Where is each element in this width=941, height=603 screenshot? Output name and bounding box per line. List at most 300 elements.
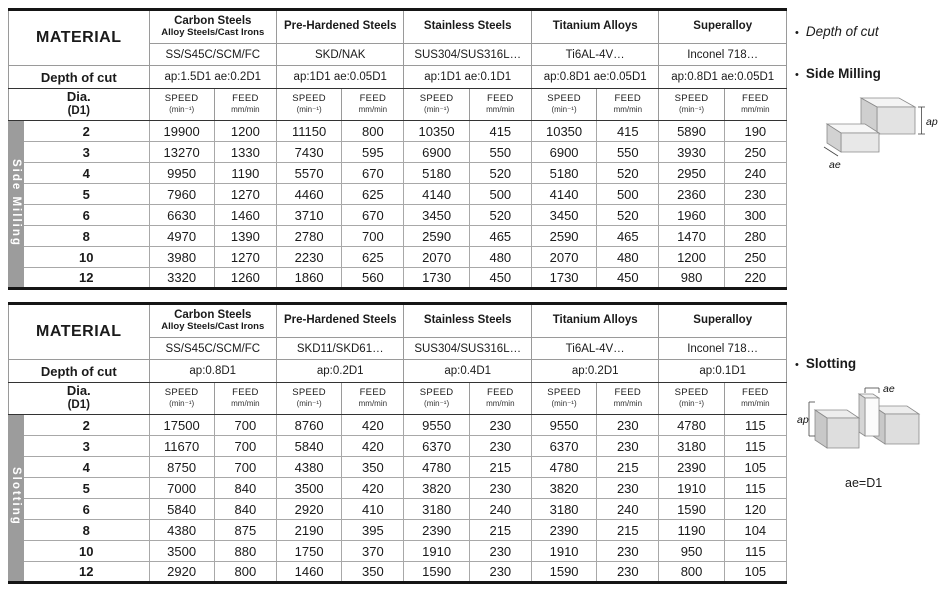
feed-value: 560 <box>342 268 404 289</box>
feed-value: 1270 <box>214 247 276 268</box>
legend-depth-of-cut <box>795 24 879 39</box>
speed-value: 3820 <box>531 478 596 499</box>
feed-label: FEED <box>359 387 387 399</box>
speed-value: 19900 <box>149 121 214 142</box>
feed-unit: mm/min <box>486 104 515 114</box>
feed-unit: mm/min <box>613 398 643 408</box>
dia-value: 8 <box>24 226 149 247</box>
group-name: Carbon Steels <box>174 14 252 27</box>
feed-value: 840 <box>214 478 276 499</box>
slotting-table <box>8 302 787 584</box>
speed-value: 5840 <box>149 499 214 520</box>
feed-value: 105 <box>724 562 786 583</box>
feed-header-1 <box>342 89 404 121</box>
group-name: Pre-Hardened Steels <box>283 20 397 33</box>
speed-value: 1470 <box>659 226 724 247</box>
speed-header-1 <box>277 383 342 415</box>
feed-value: 520 <box>469 163 531 184</box>
feed-value: 215 <box>469 457 531 478</box>
group-name-line2: Alloy Steels/Cast Irons <box>161 321 265 333</box>
depth-of-cut-row <box>9 66 787 89</box>
feed-value: 880 <box>214 541 276 562</box>
ap-dimension-label: ap <box>926 116 938 128</box>
data-row <box>9 499 787 520</box>
legend-side-milling-label: Side Milling <box>805 66 881 81</box>
group-name: Carbon Steels <box>174 308 252 321</box>
feed-unit: mm/min <box>358 104 388 114</box>
speed-value: 9950 <box>149 163 214 184</box>
speed-value: 7960 <box>149 184 214 205</box>
speed-value: 2390 <box>404 520 469 541</box>
section-label: Slotting <box>10 467 23 526</box>
speed-value: 3180 <box>404 499 469 520</box>
feed-value: 670 <box>342 205 404 226</box>
dia-label: Dia. <box>66 383 91 399</box>
feed-value: 190 <box>724 121 786 142</box>
feed-value: 230 <box>597 436 659 457</box>
speed-unit: (min⁻¹) <box>296 104 322 114</box>
speed-value: 1730 <box>404 268 469 289</box>
feed-unit: mm/min <box>358 398 388 408</box>
speed-header-2 <box>404 89 469 121</box>
column-header-row <box>9 89 787 121</box>
data-row <box>9 478 787 499</box>
speed-value: 800 <box>659 562 724 583</box>
speed-label: SPEED <box>419 93 454 105</box>
feed-value: 800 <box>342 121 404 142</box>
feed-value: 230 <box>597 541 659 562</box>
speed-value: 3450 <box>404 205 469 226</box>
depth-value-2: ap:0.4D1 <box>404 360 531 383</box>
speed-value: 3180 <box>531 499 596 520</box>
feed-value: 240 <box>724 163 786 184</box>
speed-value: 11150 <box>277 121 342 142</box>
speed-unit: (min⁻¹) <box>296 398 322 408</box>
feed-label: FEED <box>232 93 259 105</box>
data-row <box>9 457 787 478</box>
feed-value: 230 <box>469 415 531 436</box>
tables-area <box>8 8 787 584</box>
feed-header-3 <box>597 89 659 121</box>
speed-label: SPEED <box>674 387 709 399</box>
speed-value: 1590 <box>531 562 596 583</box>
feed-value: 115 <box>724 478 786 499</box>
feed-value: 1200 <box>214 121 276 142</box>
speed-header-0 <box>149 89 214 121</box>
speed-value: 950 <box>659 541 724 562</box>
feed-value: 220 <box>724 268 786 289</box>
speed-value: 1910 <box>659 478 724 499</box>
feed-unit: mm/min <box>741 104 770 114</box>
speed-header-4 <box>659 383 724 415</box>
speed-value: 3450 <box>531 205 596 226</box>
feed-unit: mm/min <box>231 104 260 114</box>
feed-value: 1460 <box>214 205 276 226</box>
speed-value: 2590 <box>531 226 596 247</box>
speed-value: 8750 <box>149 457 214 478</box>
data-row <box>9 541 787 562</box>
feed-value: 700 <box>214 415 276 436</box>
feed-value: 420 <box>342 436 404 457</box>
material-group-2 <box>404 304 531 338</box>
speed-value: 4780 <box>531 457 596 478</box>
speed-value: 6900 <box>404 142 469 163</box>
speed-value: 1910 <box>404 541 469 562</box>
feed-value: 415 <box>597 121 659 142</box>
speed-value: 3980 <box>149 247 214 268</box>
side-milling-table <box>8 8 787 290</box>
feed-unit: mm/min <box>486 398 515 408</box>
dia-value: 5 <box>24 478 149 499</box>
data-row <box>9 226 787 247</box>
speed-value: 2070 <box>531 247 596 268</box>
material-header: MATERIAL <box>9 304 150 360</box>
speed-value: 2920 <box>277 499 342 520</box>
feed-value: 465 <box>469 226 531 247</box>
data-row <box>9 268 787 289</box>
speed-label: SPEED <box>547 387 581 399</box>
speed-value: 3500 <box>149 541 214 562</box>
material-group-1 <box>277 304 404 338</box>
material-group-row <box>9 304 787 338</box>
feed-header-1 <box>342 383 404 415</box>
speed-value: 6370 <box>531 436 596 457</box>
material-group-0 <box>149 304 276 338</box>
feed-value: 230 <box>469 562 531 583</box>
group-name: Superalloy <box>693 20 753 33</box>
speed-label: SPEED <box>674 93 709 105</box>
feed-value: 840 <box>214 499 276 520</box>
speed-value: 2590 <box>404 226 469 247</box>
speed-value: 1960 <box>659 205 724 226</box>
data-row <box>9 121 787 142</box>
legend-panel <box>793 8 941 598</box>
feed-unit: mm/min <box>741 398 770 408</box>
group-name: Pre-Hardened Steels <box>283 314 397 327</box>
depth-value-4: ap:0.1D1 <box>659 360 787 383</box>
material-group-3 <box>531 10 658 44</box>
speed-value: 7000 <box>149 478 214 499</box>
feed-header-2 <box>469 89 531 121</box>
table-body <box>9 415 787 583</box>
speed-value: 10350 <box>404 121 469 142</box>
material-group-0 <box>149 10 276 44</box>
speed-value: 1860 <box>277 268 342 289</box>
grade-2: SUS304/SUS316L… <box>404 338 531 360</box>
legend-slotting <box>795 356 856 371</box>
feed-value: 395 <box>342 520 404 541</box>
speed-value: 5890 <box>659 121 724 142</box>
feed-value: 1190 <box>214 163 276 184</box>
feed-value: 410 <box>342 499 404 520</box>
bullet-icon: • <box>795 27 799 39</box>
feed-header-0 <box>214 383 276 415</box>
speed-value: 3710 <box>277 205 342 226</box>
feed-value: 550 <box>469 142 531 163</box>
speed-header-0 <box>149 383 214 415</box>
feed-value: 230 <box>469 436 531 457</box>
feed-value: 280 <box>724 226 786 247</box>
speed-unit: (min⁻¹) <box>424 398 450 408</box>
section-label-bar <box>9 121 24 289</box>
feed-value: 1390 <box>214 226 276 247</box>
feed-value: 415 <box>469 121 531 142</box>
speed-value: 9550 <box>404 415 469 436</box>
speed-value: 3820 <box>404 478 469 499</box>
group-name-line2: Alloy Steels/Cast Irons <box>161 27 265 39</box>
dia-value: 12 <box>24 268 149 289</box>
speed-label: SPEED <box>292 387 326 399</box>
feed-value: 240 <box>597 499 659 520</box>
feed-value: 104 <box>724 520 786 541</box>
ae-dimension-label: ae <box>883 383 895 395</box>
speed-label: SPEED <box>547 93 581 105</box>
data-row <box>9 205 787 226</box>
feed-value: 105 <box>724 457 786 478</box>
grade-4: Inconel 718… <box>659 44 787 66</box>
feed-value: 700 <box>214 457 276 478</box>
data-row <box>9 520 787 541</box>
feed-label: FEED <box>742 93 769 105</box>
speed-value: 1460 <box>277 562 342 583</box>
dia-value: 3 <box>24 436 149 457</box>
dia-value: 4 <box>24 457 149 478</box>
grade-0: SS/S45C/SCM/FC <box>149 44 276 66</box>
feed-value: 230 <box>724 184 786 205</box>
speed-value: 3320 <box>149 268 214 289</box>
legend-side-milling <box>795 66 881 81</box>
data-row <box>9 247 787 268</box>
speed-value: 2190 <box>277 520 342 541</box>
speed-value: 5570 <box>277 163 342 184</box>
grade-1: SKD11/SKD61… <box>277 338 404 360</box>
feed-value: 230 <box>469 478 531 499</box>
feed-unit: mm/min <box>613 104 643 114</box>
speed-value: 2950 <box>659 163 724 184</box>
ae-equals-d1-note: ae=D1 <box>845 476 883 490</box>
feed-value: 700 <box>214 436 276 457</box>
speed-value: 6630 <box>149 205 214 226</box>
speed-value: 3500 <box>277 478 342 499</box>
legend-depth-of-cut-label: Depth of cut <box>805 24 879 39</box>
speed-value: 3180 <box>659 436 724 457</box>
feed-value: 700 <box>342 226 404 247</box>
dia-value: 6 <box>24 205 149 226</box>
depth-of-cut-row <box>9 360 787 383</box>
feed-value: 450 <box>469 268 531 289</box>
speed-value: 2070 <box>404 247 469 268</box>
feed-value: 480 <box>597 247 659 268</box>
grade-3: Ti6AL-4V… <box>531 44 658 66</box>
data-row <box>9 415 787 436</box>
depth-value-0: ap:1.5D1 ae:0.2D1 <box>149 66 276 89</box>
table-head <box>9 304 787 415</box>
dia-label: Dia. <box>66 89 91 105</box>
group-name: Superalloy <box>693 314 753 327</box>
speed-value: 1730 <box>531 268 596 289</box>
speed-label: SPEED <box>292 93 326 105</box>
feed-value: 625 <box>342 247 404 268</box>
feed-value: 115 <box>724 436 786 457</box>
depth-value-3: ap:0.2D1 <box>531 360 658 383</box>
feed-value: 300 <box>724 205 786 226</box>
depth-value-0: ap:0.8D1 <box>149 360 276 383</box>
dia-header <box>9 383 150 415</box>
depth-value-1: ap:1D1 ae:0.05D1 <box>277 66 404 89</box>
speed-header-4 <box>659 89 724 121</box>
feed-value: 120 <box>724 499 786 520</box>
group-name: Titanium Alloys <box>552 314 638 327</box>
speed-value: 2920 <box>149 562 214 583</box>
feed-value: 670 <box>342 163 404 184</box>
speed-value: 2390 <box>531 520 596 541</box>
speed-value: 1590 <box>659 499 724 520</box>
speed-header-3 <box>531 383 596 415</box>
speed-label: SPEED <box>164 387 199 399</box>
feed-value: 215 <box>469 520 531 541</box>
dia-value: 6 <box>24 499 149 520</box>
speed-value: 5180 <box>531 163 596 184</box>
dia-unit: (D1) <box>67 105 90 118</box>
dia-unit: (D1) <box>67 399 90 412</box>
speed-value: 4140 <box>404 184 469 205</box>
feed-value: 420 <box>342 415 404 436</box>
feed-label: FEED <box>359 93 387 105</box>
speed-unit: (min⁻¹) <box>678 104 705 114</box>
feed-value: 520 <box>469 205 531 226</box>
speed-value: 1200 <box>659 247 724 268</box>
depth-value-1: ap:0.2D1 <box>277 360 404 383</box>
material-group-4 <box>659 10 787 44</box>
depth-of-cut-label: Depth of cut <box>9 66 150 89</box>
speed-value: 4970 <box>149 226 214 247</box>
feed-value: 1270 <box>214 184 276 205</box>
data-row <box>9 436 787 457</box>
speed-value: 2230 <box>277 247 342 268</box>
speed-value: 2780 <box>277 226 342 247</box>
dia-value: 10 <box>24 247 149 268</box>
ae-dimension-label: ae <box>829 159 841 171</box>
feed-header-4 <box>724 383 786 415</box>
feed-value: 230 <box>597 562 659 583</box>
feed-header-4 <box>724 89 786 121</box>
speed-unit: (min⁻¹) <box>678 398 705 408</box>
feed-value: 450 <box>597 268 659 289</box>
speed-value: 2390 <box>659 457 724 478</box>
feed-value: 215 <box>597 520 659 541</box>
feed-value: 230 <box>597 415 659 436</box>
feed-value: 215 <box>597 457 659 478</box>
dia-value: 2 <box>24 121 149 142</box>
section-label-bar <box>9 415 24 583</box>
feed-value: 230 <box>597 478 659 499</box>
speed-header-1 <box>277 89 342 121</box>
speed-value: 6900 <box>531 142 596 163</box>
feed-value: 250 <box>724 142 786 163</box>
material-group-1 <box>277 10 404 44</box>
grade-2: SUS304/SUS316L… <box>404 44 531 66</box>
data-row <box>9 562 787 583</box>
feed-label: FEED <box>742 387 769 399</box>
dia-value: 5 <box>24 184 149 205</box>
speed-value: 3930 <box>659 142 724 163</box>
feed-value: 1260 <box>214 268 276 289</box>
speed-value: 4780 <box>659 415 724 436</box>
feed-value: 480 <box>469 247 531 268</box>
speed-unit: (min⁻¹) <box>169 398 195 408</box>
group-name: Stainless Steels <box>423 314 512 327</box>
speed-value: 4380 <box>149 520 214 541</box>
speed-value: 5180 <box>404 163 469 184</box>
depth-of-cut-label: Depth of cut <box>9 360 150 383</box>
feed-value: 350 <box>342 562 404 583</box>
speed-value: 11670 <box>149 436 214 457</box>
feed-value: 115 <box>724 415 786 436</box>
depth-value-3: ap:0.8D1 ae:0.05D1 <box>531 66 658 89</box>
feed-value: 350 <box>342 457 404 478</box>
feed-value: 625 <box>342 184 404 205</box>
speed-value: 1910 <box>531 541 596 562</box>
speed-unit: (min⁻¹) <box>551 104 577 114</box>
speed-value: 1190 <box>659 520 724 541</box>
material-group-3 <box>531 304 658 338</box>
group-name: Stainless Steels <box>423 20 512 33</box>
slotting-illustration <box>797 380 929 472</box>
speed-unit: (min⁻¹) <box>551 398 577 408</box>
data-row <box>9 142 787 163</box>
grade-4: Inconel 718… <box>659 338 787 360</box>
column-header-row <box>9 383 787 415</box>
feed-value: 800 <box>214 562 276 583</box>
bullet-icon: • <box>795 359 799 371</box>
speed-value: 9550 <box>531 415 596 436</box>
section-label: Side Milling <box>10 158 23 247</box>
feed-label: FEED <box>487 387 514 399</box>
data-row <box>9 163 787 184</box>
ap-dimension-label: ap <box>797 414 809 426</box>
feed-unit: mm/min <box>231 398 260 408</box>
speed-value: 5840 <box>277 436 342 457</box>
speed-value: 10350 <box>531 121 596 142</box>
speed-value: 7430 <box>277 142 342 163</box>
feed-value: 500 <box>597 184 659 205</box>
speed-unit: (min⁻¹) <box>424 104 450 114</box>
speed-unit: (min⁻¹) <box>169 104 195 114</box>
feed-value: 250 <box>724 247 786 268</box>
dia-value: 4 <box>24 163 149 184</box>
grade-1: SKD/NAK <box>277 44 404 66</box>
feed-value: 550 <box>597 142 659 163</box>
feed-value: 875 <box>214 520 276 541</box>
dia-header <box>9 89 150 121</box>
feed-label: FEED <box>232 387 259 399</box>
speed-value: 13270 <box>149 142 214 163</box>
dia-value: 3 <box>24 142 149 163</box>
feed-label: FEED <box>487 93 514 105</box>
speed-value: 17500 <box>149 415 214 436</box>
feed-value: 465 <box>597 226 659 247</box>
dia-value: 8 <box>24 520 149 541</box>
dia-value: 10 <box>24 541 149 562</box>
speed-value: 2360 <box>659 184 724 205</box>
data-row <box>9 184 787 205</box>
table-body <box>9 121 787 289</box>
table-head <box>9 10 787 121</box>
feed-header-2 <box>469 383 531 415</box>
speed-value: 4460 <box>277 184 342 205</box>
feed-value: 520 <box>597 163 659 184</box>
feed-header-3 <box>597 383 659 415</box>
